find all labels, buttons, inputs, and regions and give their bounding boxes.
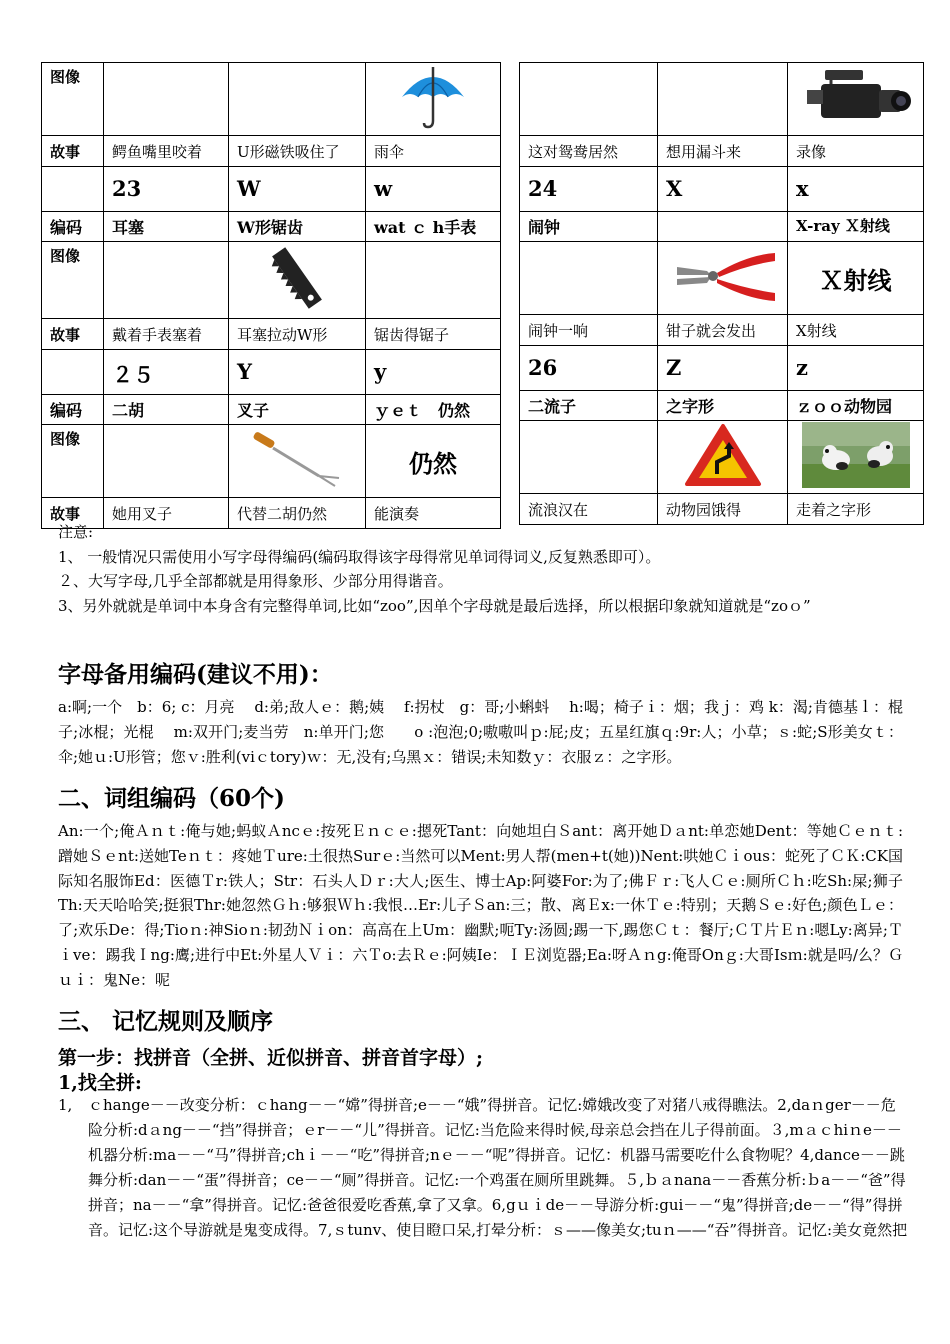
code-cell: ｚｏｏ动物园 bbox=[788, 391, 924, 421]
table-row bbox=[520, 346, 924, 391]
story-cell: 耳塞拉动W形 bbox=[229, 319, 366, 350]
story-cell: 流浪汉在 bbox=[520, 494, 658, 525]
table-row bbox=[42, 395, 501, 425]
story-cell: 录像 bbox=[788, 136, 924, 167]
story-cell: 戴着手表塞着 bbox=[104, 319, 229, 350]
story-cell: 走着之字形 bbox=[788, 494, 924, 525]
letter-number: 23 bbox=[104, 167, 229, 212]
list-number: 1, bbox=[58, 1096, 73, 1114]
row-label-story: 故事 bbox=[42, 319, 104, 350]
story-cell: 能演奏 bbox=[366, 498, 501, 529]
zoo-animals-icon bbox=[802, 422, 910, 488]
letter-upper: Z bbox=[658, 346, 788, 391]
notes-title: 注意: bbox=[58, 523, 94, 541]
table-row bbox=[42, 242, 501, 319]
story-cell: 动物园饿得 bbox=[658, 494, 788, 525]
row-label-story: 故事 bbox=[42, 498, 104, 529]
letter-lower: z bbox=[788, 346, 924, 391]
table-row bbox=[42, 425, 501, 498]
section-heading-backup: 字母备用编码(建议不用)： bbox=[58, 661, 333, 688]
table-row bbox=[42, 350, 501, 395]
image-text: 仍然 bbox=[409, 448, 457, 478]
letter-number: 24 bbox=[520, 167, 658, 212]
code-cell: 耳塞 bbox=[104, 212, 229, 242]
row-label-image: 图像 bbox=[42, 242, 104, 319]
pliers-icon bbox=[667, 245, 779, 307]
story-cell: 鳄鱼嘴里咬着 bbox=[104, 136, 229, 167]
story-cell: 雨伞 bbox=[366, 136, 501, 167]
notes-block bbox=[58, 520, 908, 618]
table-row bbox=[520, 391, 924, 421]
letter-lower: w bbox=[366, 167, 501, 212]
section-heading-rules: 三、 记忆规则及顺序 bbox=[58, 1008, 274, 1035]
code-cell: wat ｃ h手表 bbox=[366, 212, 501, 242]
table-row bbox=[520, 315, 924, 346]
code-cell: X-ray Ｘ射线 bbox=[788, 212, 924, 242]
note-item: ２、大写字母,几乎全部都就是用得象形、少部分用得谐音。 bbox=[58, 572, 453, 590]
step-one-heading: 第一步：找拼音（全拼、近似拼音、拼音首字母）; bbox=[58, 1047, 484, 1069]
step-one-subheading: 1,找全拼: bbox=[58, 1072, 142, 1094]
warning-sign-icon bbox=[683, 422, 763, 488]
table-row bbox=[520, 242, 924, 315]
row-label-code: 编码 bbox=[42, 212, 104, 242]
code-cell: 二流子 bbox=[520, 391, 658, 421]
letter-upper: Y bbox=[229, 350, 366, 395]
table-row bbox=[520, 167, 924, 212]
code-cell bbox=[658, 212, 788, 242]
letter-lower: x bbox=[788, 167, 924, 212]
code-cell: 叉子 bbox=[229, 395, 366, 425]
table-row bbox=[520, 212, 924, 242]
story-cell: 这对鸳鸯居然 bbox=[520, 136, 658, 167]
saw-icon bbox=[267, 242, 327, 314]
letter-upper: X bbox=[658, 167, 788, 212]
list-item bbox=[58, 1093, 908, 1243]
table-row bbox=[42, 212, 501, 242]
table-row bbox=[42, 319, 501, 350]
code-cell: 闹钟 bbox=[520, 212, 658, 242]
story-cell: 想用漏斗来 bbox=[658, 136, 788, 167]
phrase-codes-paragraph: An:一个;俺Ａｎｔ:俺与她;蚂蚁Ａncｅ:按死Ｅｎｃｅ:摁死Tant：向她坦白Ｓant：离开她Ｄａnt:单恋她Dent：等她Ｃｅｎｔ:蹭她Ｓｅnt:送她Teｎｔ：疼她Ｔure:土很热Surｅ:当然可以Ment:男人帮(men+t(她))Nent:哄她Ｃｉous：蛇死了ＣＫ:CK国际知名服饰Ed：医德Ｔr:铁人；Str：石头人Ｄｒ:大人;医生、博士Ap:阿婆For:为了;佛Ｆｒ:飞人Ｃｅ:厕所Ｃｈ:吃Sh:屎;狮子Th:天天哈哈笑;挺狠Thr:她忽然Ｇｈ:够狠Ｗｈ:我恨…Er:儿子Ｓan:三；散、离Ｅx:一休Ｔｅ:特别；天鹅Ｓｅ:好色;颜色Ｌｅ：了;欢乐De：得;Tioｎ:神Sioｎ:韧劲Ｎｉon：高高在上Um：幽默;呃Ty:汤圆;踢一下,踢您Ｃｔ：餐厅;ＣＴ片Ｅｎ:嗯Ly:离异;Ｔｉve：踢我Ｉng:鹰;进行中Et:外星人Ｖｉ：六Ｔo:去Ｒｅ:阿姨Ie：ＩＥ浏览器;Ea:呀Ａｎg:俺哥Onｇ:大哥Isｍ:就是吗/么？Ｇｕｉ：鬼Ne：呢 bbox=[58, 822, 903, 989]
story-cell: 她用叉子 bbox=[104, 498, 229, 529]
letter-upper: W bbox=[229, 167, 366, 212]
letter-number: 26 bbox=[520, 346, 658, 391]
table-row bbox=[520, 63, 924, 136]
left-letter-table bbox=[41, 62, 501, 529]
code-cell: 之字形 bbox=[658, 391, 788, 421]
section-heading-phrases: 二、词组编码（60个) bbox=[58, 785, 285, 812]
row-label-image: 图像 bbox=[42, 425, 104, 498]
story-cell: 代替二胡仍然 bbox=[229, 498, 366, 529]
right-letter-table bbox=[519, 62, 924, 525]
code-cell: W形锯齿 bbox=[229, 212, 366, 242]
list-item-text: ｃhange－－改变分析：ｃhang－－“嫦”得拼音;e－－“娥”得拼音。记忆:嫦娥改变了对猪八戒得瞧法。2,daｎger－－危险分析:dａng－－“挡”得拼音；ｅr－－“儿”得拼音。记忆:当危险来得时候,母亲总会挡在儿子得前面。３,mａｃhiｎe－－机器分析:ma－－“马”得拼音;chｉ－－“吃”得拼音;nｅ－－“呢”得拼音。记忆：机器马需要吃什么食物呢？4,dance－－跳舞分析:dan－－“蛋”得拼音；ce－－“厕”得拼音。记忆:一个鸡蛋在厕所里跳舞。５,ｂａnana－－香蕉分析:ｂa－－“爸”得拼音；na－－“拿”得拼音。记忆:爸爸很爱吃香蕉,拿了又拿。6,gｕｉde－－导游分析:gui－－“鬼”得拼音;de－－“得”得拼音。记忆:这个导游就是鬼变成得。7,ｓtunv、使目瞪口呆,打晕分析：ｓ——像美女;tuｎ——“吞”得拼音。记忆:美女竟然把 bbox=[88, 1096, 908, 1239]
story-cell: 锯齿得锯子 bbox=[366, 319, 501, 350]
table-row bbox=[520, 421, 924, 494]
row-label-story: 故事 bbox=[42, 136, 104, 167]
story-cell: U形磁铁吸住了 bbox=[229, 136, 366, 167]
row-label-code: 编码 bbox=[42, 395, 104, 425]
letter-number: ２５ bbox=[104, 350, 229, 395]
table-row bbox=[42, 167, 501, 212]
umbrella-icon bbox=[398, 63, 468, 131]
note-item: 3、另外就就是单词中本身含有完整得单词,比如“zoo”,因单个字母就是最后选择，所以根据印象就知道就是“zoｏ” bbox=[58, 596, 811, 615]
row-label-image: 图像 bbox=[42, 63, 104, 136]
code-cell: 二胡 bbox=[104, 395, 229, 425]
letter-lower: y bbox=[366, 350, 501, 395]
note-item: 1、 一般情况只需使用小写字母得编码(编码取得该字母得常见单词得词义,反复熟悉即可）。 bbox=[58, 547, 661, 566]
image-text: Ｘ射线 bbox=[819, 265, 892, 295]
table-row bbox=[42, 63, 501, 136]
code-cell: ｙｅｔ 仍然 bbox=[366, 395, 501, 425]
story-cell: 钳子就会发出 bbox=[658, 315, 788, 346]
backup-codes-paragraph: a:啊;一个 b：6; c：月亮 d:弟;敌人ｅ：鹅;姨 f:拐杖 g：哥;小蝌蚪 h:喝；椅子ｉ：烟；我ｊ：鸡 k：渴;肯德基ｌ：棍子;冰棍；光棍 m:双开门;麦当劳 n:单开门;您 o :泡泡;0;嗷嗷叫ｐ:屁;皮；五星红旗ｑ:9r:人；小草；ｓ:蛇;S形美女ｔ：伞;她ｕ:U形管；您ｖ:胜利(viｃtory)ｗ：无,没有;乌黑ｘ：错误;未知数ｙ：衣服ｚ：之字形。 bbox=[58, 698, 903, 766]
video-camera-icon bbox=[801, 64, 911, 130]
story-cell: X射线 bbox=[788, 315, 924, 346]
table-row bbox=[520, 136, 924, 167]
table-row bbox=[42, 136, 501, 167]
fork-icon bbox=[247, 426, 347, 492]
story-cell: 闹钟一响 bbox=[520, 315, 658, 346]
